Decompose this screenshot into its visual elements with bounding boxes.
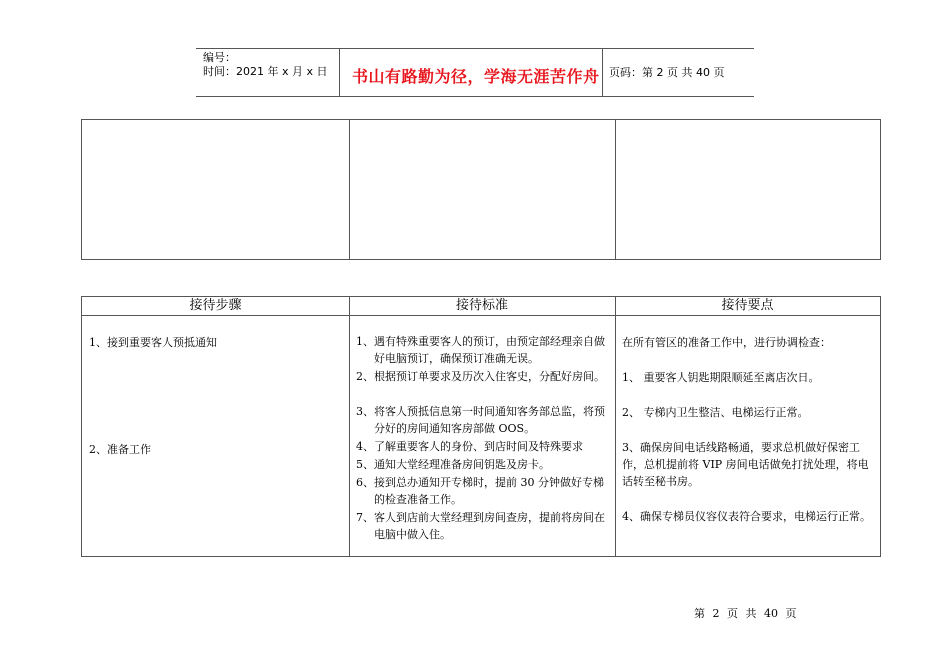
standard-5-num: 5、 (356, 458, 374, 471)
footer-page: 2 (712, 607, 720, 620)
empty-table (81, 119, 881, 260)
standard-3 (356, 404, 608, 437)
standard-3-text: 将客人预抵信息第一时间通知客务部总监，将预分好的房间通知客房部做 OOS。 (374, 405, 605, 435)
empty-table-divider-1 (349, 120, 350, 259)
step-2: 2、准备工作 (89, 443, 151, 456)
standard-6-num: 6、 (356, 476, 374, 489)
standard-2-num: 2、 (356, 370, 374, 383)
header-steps: 接待步骤 (189, 298, 242, 313)
header-standards: 接待标准 (455, 298, 508, 313)
point-3: 3、确保房间电话线路畅通，要求总机做好保密工作，总机提前将 VIP 房间电话做免打扰处理，将电话转至秘书房。 (622, 441, 869, 488)
standard-7 (356, 510, 608, 543)
footer-ye: 页 (727, 607, 738, 620)
footer-gong: 共 (745, 607, 757, 620)
standard-5 (356, 457, 608, 474)
empty-table-divider-2 (615, 120, 616, 259)
standard-1-num: 1、 (356, 335, 374, 348)
standard-7-num: 7、 (356, 511, 374, 524)
motto: 书山有路勤为径，学海无涯苦作舟 (352, 67, 600, 86)
standard-4-num: 4、 (356, 440, 374, 453)
standard-7-text: 客人到店前大堂经理到房间查房，提前将房间在电脑中做入住。 (374, 511, 605, 541)
table-divider-2 (615, 297, 616, 556)
standard-6 (356, 475, 608, 508)
standard-4 (356, 439, 608, 456)
point-2: 2、 专梯内卫生整洁、电梯运行正常。 (622, 406, 809, 419)
points-intro: 在所有管区的准备工作中，进行协调检查： (622, 336, 831, 349)
header-divider-right (602, 49, 603, 96)
code-label: 编号： (203, 51, 236, 64)
footer-total: 40 (764, 607, 778, 620)
footer-ye2: 页 (785, 607, 797, 620)
point-1: 1、 重要客人钥匙期限顺延至离店次日。 (622, 371, 820, 384)
table-header-rule (82, 315, 880, 316)
header-points: 接待要点 (721, 298, 774, 313)
standard-2-text: 根据预订单要求及历次入住客史，分配好房间。 (374, 370, 605, 383)
date-label: 时间：2021 年 x 月 x 日 (203, 65, 328, 78)
page-footer (694, 605, 801, 621)
standard-1 (356, 334, 608, 367)
footer-di: 第 (694, 607, 705, 620)
standard-5-text: 通知大堂经理准备房间钥匙及房卡。 (374, 458, 550, 471)
header-top-rule (196, 48, 754, 49)
reception-table (81, 296, 881, 557)
step-1: 1、接到重要客人预抵通知 (89, 336, 217, 349)
standard-4-text: 了解重要客人的身份、到店时间及特殊要求 (374, 440, 583, 453)
header-divider-left (339, 49, 340, 96)
table-divider-1 (349, 297, 350, 556)
standard-1-text: 遇有特殊重要客人的预订，由预定部经理亲自做好电脑预订，确保预订准确无误。 (374, 335, 605, 365)
standard-2 (356, 369, 608, 386)
point-4: 4、确保专梯员仪容仪表符合要求，电梯运行正常。 (622, 510, 871, 523)
standard-6-text: 接到总办通知开专梯时，提前 30 分钟做好专梯的检查准备工作。 (374, 476, 604, 506)
header-bottom-rule (196, 96, 754, 97)
standard-3-num: 3、 (356, 405, 374, 418)
page-label: 页码：第 2 页 共 40 页 (609, 66, 725, 79)
